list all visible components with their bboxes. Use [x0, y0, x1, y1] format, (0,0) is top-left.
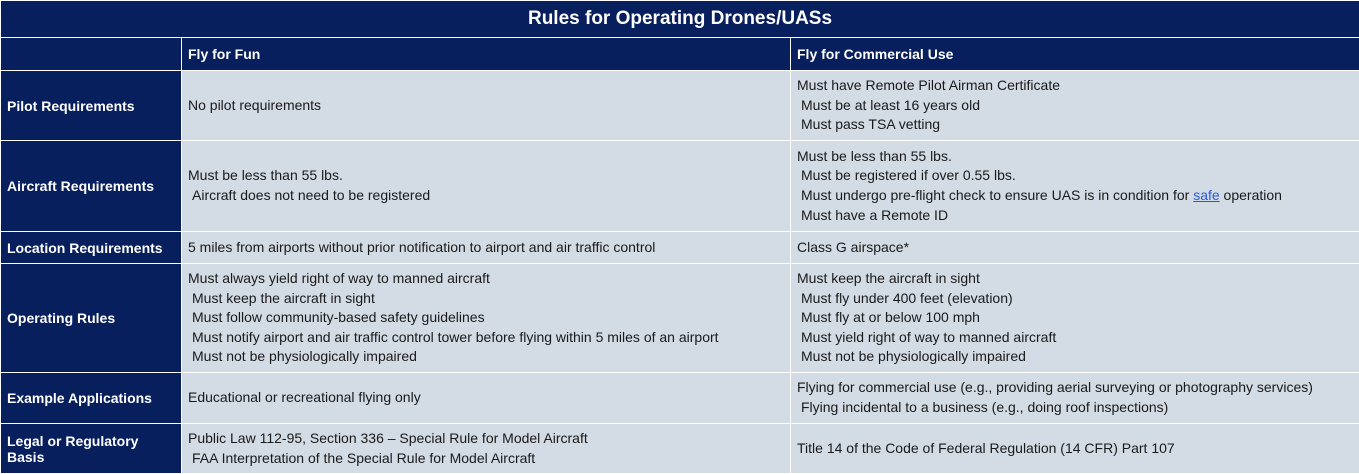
link-suffix-text: operation: [1220, 187, 1282, 203]
cell-line: Must notify airport and air traffic control tower before flying within 5 miles of an airport: [188, 328, 784, 348]
commercial-operating-rules: [791, 264, 1359, 373]
link-prefix-text: Must undergo pre-flight check to ensure UAS is in condition for: [801, 187, 1193, 203]
cell-line: Must have Remote Pilot Airman Certificate: [797, 76, 1353, 96]
table-title: Rules for Operating Drones/UASs: [1, 1, 1359, 38]
cell-line: Must be at least 16 years old: [797, 96, 1353, 116]
cell-line: Must be registered if over 0.55 lbs.: [797, 166, 1353, 186]
cell-line: Must not be physiologically impaired: [797, 347, 1353, 367]
cell-line: Must be less than 55 lbs.: [797, 147, 1353, 167]
cell-line: Must yield right of way to manned aircraft: [797, 328, 1353, 348]
cell-line-with-link: [797, 186, 1353, 206]
cell-line: Class G airspace*: [797, 238, 1353, 258]
title-row: [1, 1, 1359, 38]
cell-line: Title 14 of the Code of Federal Regulation (14 CFR) Part 107: [797, 439, 1353, 459]
cell-line: Public Law 112-95, Section 336 – Special Rule for Model Aircraft: [188, 429, 784, 449]
cell-line: 5 miles from airports without prior notification to airport and air traffic control: [188, 238, 784, 258]
fun-aircraft-requirements: [182, 141, 791, 232]
header-empty: [1, 38, 182, 71]
table-row: [1, 373, 1359, 424]
header-fly-for-fun: Fly for Fun: [182, 38, 791, 71]
safe-link[interactable]: safe: [1193, 187, 1219, 203]
cell-line: Must follow community-based safety guidelines: [188, 308, 784, 328]
row-label-aircraft-requirements: Aircraft Requirements: [1, 141, 182, 232]
fun-operating-rules: [182, 264, 791, 373]
cell-line: Must be less than 55 lbs.: [188, 166, 784, 186]
cell-line: Must fly under 400 feet (elevation): [797, 289, 1353, 309]
cell-line: Must keep the aircraft in sight: [797, 269, 1353, 289]
row-label-example-applications: Example Applications: [1, 373, 182, 424]
commercial-pilot-requirements: [791, 71, 1359, 141]
cell-line: Aircraft does not need to be registered: [188, 186, 784, 206]
cell-line: Must fly at or below 100 mph: [797, 308, 1353, 328]
cell-line: Educational or recreational flying only: [188, 388, 784, 408]
cell-line: Must keep the aircraft in sight: [188, 289, 784, 309]
header-fly-for-commercial-use: Fly for Commercial Use: [791, 38, 1359, 71]
commercial-legal-or-regulatory-basis: [791, 424, 1359, 474]
commercial-example-applications: [791, 373, 1359, 424]
row-label-location-requirements: Location Requirements: [1, 232, 182, 264]
table-row: [1, 264, 1359, 373]
row-label-pilot-requirements: Pilot Requirements: [1, 71, 182, 141]
table-row: [1, 424, 1359, 474]
fun-example-applications: [182, 373, 791, 424]
row-label-legal-or-regulatory-basis: Legal or Regulatory Basis: [1, 424, 182, 474]
fun-pilot-requirements: [182, 71, 791, 141]
commercial-aircraft-requirements: [791, 141, 1359, 232]
cell-line: Must pass TSA vetting: [797, 115, 1353, 135]
table-row: [1, 232, 1359, 264]
cell-line: Must have a Remote ID: [797, 206, 1353, 226]
cell-line: Must not be physiologically impaired: [188, 347, 784, 367]
table-row: [1, 71, 1359, 141]
cell-line: FAA Interpretation of the Special Rule for Model Aircraft: [188, 449, 784, 469]
table-row: [1, 141, 1359, 232]
cell-line: Flying for commercial use (e.g., providing aerial surveying or photography services): [797, 378, 1353, 398]
fun-location-requirements: [182, 232, 791, 264]
cell-line: Must always yield right of way to manned aircraft: [188, 269, 784, 289]
cell-line: Flying incidental to a business (e.g., doing roof inspections): [797, 398, 1353, 418]
cell-line: No pilot requirements: [188, 96, 784, 116]
fun-legal-or-regulatory-basis: [182, 424, 791, 474]
commercial-location-requirements: [791, 232, 1359, 264]
header-row: [1, 38, 1359, 71]
row-label-operating-rules: Operating Rules: [1, 264, 182, 373]
